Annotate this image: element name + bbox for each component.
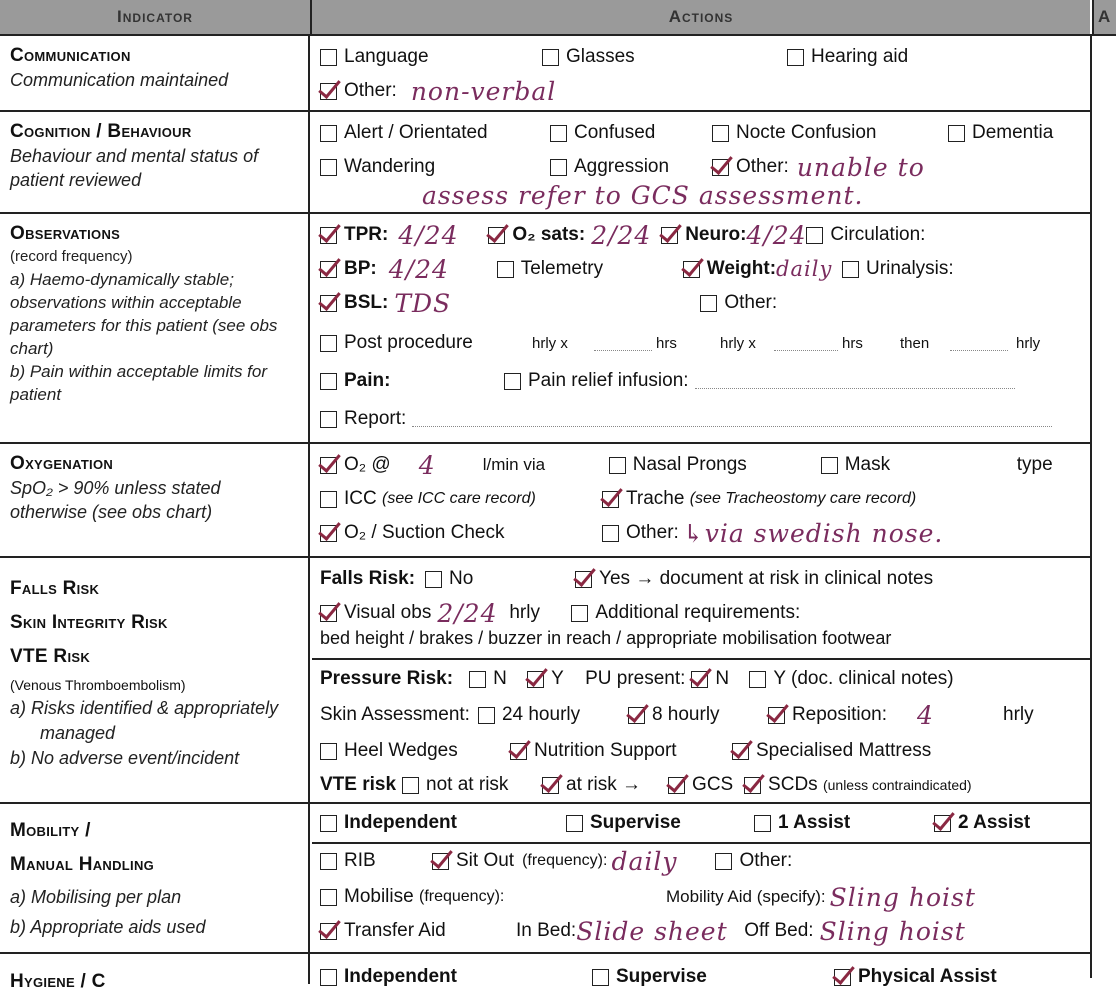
report-option[interactable]: Report: bbox=[320, 408, 406, 430]
frequency-label: (frequency): bbox=[522, 852, 608, 869]
supervise-option[interactable]: Supervise bbox=[592, 966, 834, 988]
checkbox[interactable] bbox=[320, 411, 337, 428]
checkbox[interactable] bbox=[787, 49, 804, 66]
communication-title: Communication bbox=[10, 45, 131, 66]
checkbox[interactable] bbox=[504, 373, 521, 390]
nasal-prongs-option[interactable]: Nasal Prongs bbox=[609, 454, 821, 476]
checkbox[interactable] bbox=[575, 571, 592, 588]
telemetry-option[interactable]: Telemetry bbox=[497, 258, 683, 280]
sit-out-option[interactable]: Sit Out bbox=[432, 850, 514, 872]
checkbox[interactable] bbox=[602, 491, 619, 508]
falls-risk-title: Falls Risk bbox=[10, 578, 100, 599]
checkbox[interactable] bbox=[592, 969, 609, 986]
confused-option[interactable]: Confused bbox=[550, 122, 712, 144]
neuro-option[interactable]: Neuro: bbox=[661, 224, 746, 246]
checkbox[interactable] bbox=[320, 853, 337, 870]
checkbox[interactable] bbox=[488, 227, 505, 244]
bsl-value: TDS bbox=[394, 288, 452, 318]
skin-risk-title: Skin Integrity Risk bbox=[10, 612, 168, 633]
observations-desc-b: b) Pain within acceptable limits for patient bbox=[10, 362, 268, 404]
oxygenation-row bbox=[0, 444, 1090, 558]
other-value: ↳via swedish nose. bbox=[682, 518, 944, 548]
risk-row bbox=[0, 558, 1090, 804]
bp-option[interactable]: BP: bbox=[320, 258, 377, 280]
checkbox[interactable] bbox=[683, 261, 700, 278]
type-label: type bbox=[1016, 454, 1053, 475]
risk-desc-b: b) No adverse event/incident bbox=[10, 748, 240, 768]
cognition-row bbox=[0, 112, 1090, 214]
pu-present-label: PU present: bbox=[585, 668, 686, 689]
checkbox[interactable] bbox=[712, 125, 729, 142]
checkbox[interactable] bbox=[550, 125, 567, 142]
physical-assist-option[interactable]: Physical Assist bbox=[834, 966, 997, 988]
checkbox[interactable] bbox=[934, 815, 951, 832]
mobility-aid-value: Sling hoist bbox=[829, 882, 976, 912]
2-assist-option[interactable]: 2 Assist bbox=[934, 812, 1030, 834]
checkbox[interactable] bbox=[320, 261, 337, 278]
checkbox[interactable] bbox=[320, 295, 337, 312]
post-procedure-option[interactable]: Post procedure bbox=[320, 332, 532, 354]
other-value-continued: assess refer to GCS assessment. bbox=[422, 180, 864, 210]
checkbox[interactable] bbox=[320, 49, 337, 66]
hrly-label: hrly bbox=[1016, 334, 1041, 352]
suction-check-option[interactable]: O₂ / Suction Check bbox=[320, 522, 602, 544]
checkbox[interactable] bbox=[320, 457, 337, 474]
at-risk-option[interactable]: at risk → bbox=[542, 774, 668, 796]
communication-desc: Communication maintained bbox=[10, 70, 229, 90]
glasses-option[interactable]: Glasses bbox=[542, 46, 787, 68]
dotted-field[interactable] bbox=[774, 336, 838, 351]
pain-option[interactable]: Pain: bbox=[320, 370, 504, 392]
in-bed-value: Slide sheet bbox=[576, 916, 728, 946]
checkbox[interactable] bbox=[566, 815, 583, 832]
vte-risk-title: VTE Risk bbox=[10, 646, 91, 667]
in-bed-label: In Bed: bbox=[516, 920, 577, 941]
neuro-value: 4/24 bbox=[746, 220, 807, 250]
checkbox[interactable] bbox=[320, 159, 337, 176]
checkbox[interactable] bbox=[320, 335, 337, 352]
mobility-desc-a: a) Mobilising per plan bbox=[10, 887, 182, 907]
checkbox[interactable] bbox=[712, 159, 729, 176]
o2-at-option[interactable]: O₂ @ bbox=[320, 454, 391, 476]
nocte-option[interactable]: Nocte Confusion bbox=[712, 122, 948, 144]
checkbox[interactable] bbox=[432, 853, 449, 870]
extra-header: A bbox=[1092, 0, 1116, 36]
observations-row bbox=[0, 214, 1090, 444]
falls-no-option[interactable]: No bbox=[425, 568, 575, 590]
other-value: non-verbal bbox=[410, 76, 557, 106]
checkbox[interactable] bbox=[402, 777, 419, 794]
icc-option[interactable]: ICC (see ICC care record) bbox=[320, 488, 602, 510]
gcs-option[interactable]: GCS bbox=[668, 774, 744, 796]
visual-obs-value: 2/24 bbox=[437, 598, 498, 628]
checkbox[interactable] bbox=[320, 83, 337, 100]
hrly-label: hrly bbox=[509, 602, 540, 623]
checkbox[interactable] bbox=[320, 605, 337, 622]
next-title: Hygiene / C bbox=[10, 971, 106, 992]
checkbox[interactable] bbox=[806, 227, 823, 244]
checkbox[interactable] bbox=[550, 159, 567, 176]
falls-yes-option[interactable]: Yes → document at risk in clinical notes bbox=[575, 568, 933, 590]
checkbox[interactable] bbox=[821, 457, 838, 474]
other-option[interactable]: Other: bbox=[715, 850, 792, 872]
other-option[interactable]: Other: bbox=[320, 80, 397, 102]
hrly-label: hrly bbox=[1003, 704, 1034, 725]
mobility-desc-b: b) Appropriate aids used bbox=[10, 917, 206, 937]
hrs-label: hrs bbox=[656, 334, 677, 352]
then-label: then bbox=[900, 334, 930, 352]
not-at-risk-option[interactable]: not at risk bbox=[402, 774, 542, 796]
pressure-risk-label: Pressure Risk: bbox=[320, 668, 454, 689]
bed-requirements-text: bed height / brakes / buzzer in reach / appropriate mobilisation footwear bbox=[320, 627, 892, 648]
observations-desc-a: a) Haemo-dynamically stable; observations within acceptable parameters for this patient (see obs chart) bbox=[10, 270, 278, 358]
tpr-value: 4/24 bbox=[398, 220, 459, 250]
other-option[interactable]: Other: bbox=[602, 522, 679, 544]
8-hourly-option[interactable]: 8 hourly bbox=[628, 704, 768, 726]
visual-obs-option[interactable]: Visual obs bbox=[320, 602, 431, 624]
dotted-field[interactable] bbox=[594, 336, 652, 351]
other-option[interactable]: Other: bbox=[712, 156, 789, 178]
bp-value: 4/24 bbox=[388, 254, 449, 284]
o2-at-value: 4 bbox=[418, 450, 436, 480]
mobility-title: Mobility / bbox=[10, 820, 91, 841]
weight-option[interactable]: Weight: bbox=[683, 258, 776, 280]
mask-option[interactable]: Mask bbox=[821, 454, 1017, 476]
pressure-y-option[interactable]: Y bbox=[527, 668, 585, 690]
urinalysis-option[interactable]: Urinalysis: bbox=[842, 258, 954, 280]
alert-option[interactable]: Alert / Orientated bbox=[320, 122, 550, 144]
actions-header: Actions bbox=[312, 0, 1090, 36]
checkbox[interactable] bbox=[320, 923, 337, 940]
divider bbox=[312, 658, 1090, 660]
tpr-option[interactable]: TPR: bbox=[320, 224, 388, 246]
checkbox[interactable] bbox=[542, 777, 559, 794]
off-bed-value: Sling hoist bbox=[819, 916, 966, 946]
vte-risk-label: VTE risk bbox=[320, 774, 397, 795]
dotted-field[interactable] bbox=[412, 412, 1052, 427]
next-row bbox=[0, 954, 1090, 992]
hearing-aid-option[interactable]: Hearing aid bbox=[787, 46, 908, 68]
rib-option[interactable]: RIB bbox=[320, 850, 432, 872]
checkbox[interactable] bbox=[749, 671, 766, 688]
checkbox[interactable] bbox=[668, 777, 685, 794]
checkbox[interactable] bbox=[320, 815, 337, 832]
specialised-mattress-option[interactable]: Specialised Mattress bbox=[732, 740, 931, 762]
oxygenation-title: Oxygenation bbox=[10, 453, 114, 474]
supervise-option[interactable]: Supervise bbox=[566, 812, 754, 834]
bsl-option[interactable]: BSL: bbox=[320, 292, 388, 314]
oxygenation-desc: SpO₂ > 90% unless stated otherwise (see obs chart) bbox=[10, 478, 221, 522]
off-bed-label: Off Bed: bbox=[744, 920, 814, 941]
wandering-option[interactable]: Wandering bbox=[320, 156, 550, 178]
checkbox[interactable] bbox=[691, 671, 708, 688]
cognition-title: Cognition / Behaviour bbox=[10, 121, 192, 142]
checkbox[interactable] bbox=[320, 227, 337, 244]
scd-option[interactable]: SCDs (unless contraindicated) bbox=[744, 774, 972, 796]
transfer-aid-option[interactable]: Transfer Aid bbox=[320, 920, 516, 942]
checkbox[interactable] bbox=[425, 571, 442, 588]
24-hourly-option[interactable]: 24 hourly bbox=[478, 704, 628, 726]
mobilise-option[interactable]: Mobilise (frequency): bbox=[320, 886, 666, 908]
checkbox[interactable] bbox=[527, 671, 544, 688]
communication-row bbox=[0, 36, 1090, 112]
risk-desc-a: a) Risks identified & appropriately managed bbox=[10, 698, 279, 743]
right-border bbox=[1090, 34, 1092, 978]
vte-sub: (Venous Thromboembolism) bbox=[10, 677, 186, 693]
observations-sub: (record frequency) bbox=[10, 248, 133, 265]
other-option[interactable]: Other: bbox=[700, 292, 777, 314]
checkbox[interactable] bbox=[320, 491, 337, 508]
o2-sats-value: 2/24 bbox=[591, 220, 652, 250]
checkbox[interactable] bbox=[768, 707, 785, 724]
dementia-option[interactable]: Dementia bbox=[948, 122, 1053, 144]
mobility-aid-label: Mobility Aid (specify): bbox=[666, 887, 826, 906]
checkbox[interactable] bbox=[320, 125, 337, 142]
checkbox[interactable] bbox=[754, 815, 771, 832]
hrly-x-label-2: hrly x bbox=[720, 334, 756, 352]
mobility-row bbox=[0, 804, 1090, 954]
pressure-n-option[interactable]: N bbox=[469, 668, 527, 690]
language-option[interactable]: Language bbox=[320, 46, 542, 68]
checkbox[interactable] bbox=[497, 261, 514, 278]
dotted-field[interactable] bbox=[950, 336, 1008, 351]
checkbox[interactable] bbox=[744, 777, 761, 794]
aggression-option[interactable]: Aggression bbox=[550, 156, 712, 178]
checkbox[interactable] bbox=[628, 707, 645, 724]
checkbox[interactable] bbox=[661, 227, 678, 244]
indicator-header: Indicator bbox=[0, 0, 312, 36]
checkbox[interactable] bbox=[842, 261, 859, 278]
lmin-label: l/min via bbox=[482, 455, 546, 474]
reposition-value: 4 bbox=[917, 700, 934, 730]
checkbox[interactable] bbox=[320, 373, 337, 390]
checkbox[interactable] bbox=[602, 525, 619, 542]
hrly-x-label: hrly x bbox=[532, 334, 568, 352]
dotted-field[interactable] bbox=[695, 374, 1015, 389]
1-assist-option[interactable]: 1 Assist bbox=[754, 812, 934, 834]
nutrition-support-option[interactable]: Nutrition Support bbox=[510, 740, 732, 762]
pu-n-option[interactable]: N bbox=[691, 668, 749, 690]
observations-title: Observations bbox=[10, 223, 121, 244]
independent-option[interactable]: Independent bbox=[320, 812, 566, 834]
circulation-option[interactable]: Circulation: bbox=[806, 224, 925, 246]
sit-out-value: daily bbox=[611, 846, 678, 876]
reposition-option[interactable]: Reposition: bbox=[768, 704, 887, 726]
checkbox[interactable] bbox=[320, 525, 337, 542]
other-value: unable to bbox=[796, 152, 925, 182]
o2-sats-option[interactable]: O₂ sats: bbox=[488, 224, 585, 246]
heel-wedges-option[interactable]: Heel Wedges bbox=[320, 740, 510, 762]
pain-relief-option[interactable]: Pain relief infusion: bbox=[504, 370, 689, 392]
checkbox[interactable] bbox=[571, 605, 588, 622]
checkbox[interactable] bbox=[510, 743, 527, 760]
checkbox[interactable] bbox=[542, 49, 559, 66]
checkbox[interactable] bbox=[700, 295, 717, 312]
pu-y-option[interactable]: Y (doc. clinical notes) bbox=[749, 668, 953, 690]
skin-assessment-label: Skin Assessment: bbox=[320, 704, 470, 725]
falls-risk-label: Falls Risk: bbox=[320, 568, 416, 589]
checkbox[interactable] bbox=[715, 853, 732, 870]
trache-option[interactable]: Trache (see Tracheostomy care record) bbox=[602, 488, 916, 510]
checkbox[interactable] bbox=[320, 889, 337, 906]
checkbox[interactable] bbox=[469, 671, 486, 688]
independent-option[interactable]: Independent bbox=[320, 966, 592, 988]
checkbox[interactable] bbox=[320, 969, 337, 986]
checkbox[interactable] bbox=[834, 969, 851, 986]
manual-handling-title: Manual Handling bbox=[10, 854, 155, 875]
weight-value: daily bbox=[776, 257, 833, 281]
checkbox[interactable] bbox=[609, 457, 626, 474]
additional-requirements-option[interactable]: Additional requirements: bbox=[571, 602, 800, 624]
cognition-desc: Behaviour and mental status of patient reviewed bbox=[10, 146, 259, 190]
checkbox[interactable] bbox=[478, 707, 495, 724]
checkbox[interactable] bbox=[732, 743, 749, 760]
hrs-label-2: hrs bbox=[842, 334, 863, 352]
checkbox[interactable] bbox=[948, 125, 965, 142]
checkbox[interactable] bbox=[320, 743, 337, 760]
